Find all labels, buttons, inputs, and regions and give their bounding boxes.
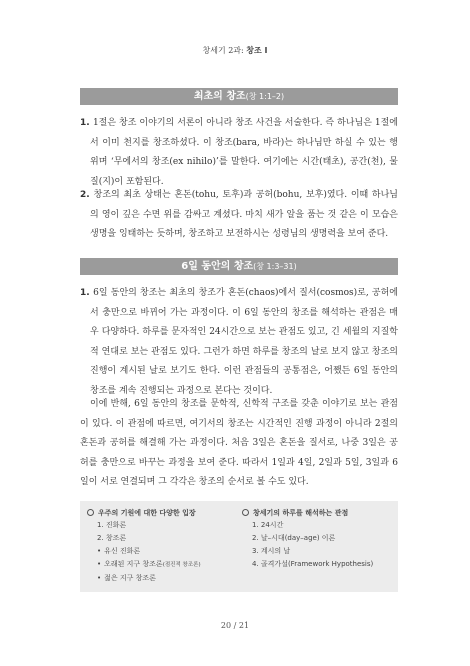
- list-item: 1. 진화론: [97, 521, 127, 529]
- scripture-reference: (창 1:3–31): [253, 262, 297, 271]
- section-title: 최초의 창조: [193, 91, 246, 102]
- paragraph-1-2: [80, 186, 398, 245]
- info-box-right-column: [242, 507, 392, 571]
- list-item: 4. 골격가설(Framework Hypothesis): [252, 560, 374, 568]
- info-box-left-title: 우주의 기원에 대한 다양한 입장: [87, 507, 237, 519]
- list-item: 2. 날–시대(day–age) 이론: [252, 534, 336, 542]
- paragraph-1-1: [80, 114, 398, 192]
- item-number: 2.: [80, 190, 94, 200]
- page-number: 20 / 21: [220, 621, 250, 630]
- list-item: 2. 창조론: [97, 534, 127, 542]
- lesson-label: 창세기 2과:: [202, 46, 247, 55]
- list-item-note: (점진적 창조론): [162, 562, 201, 568]
- dot-bullet-icon: •: [97, 574, 102, 582]
- scripture-reference: (창 1:1–2): [245, 92, 285, 101]
- list-item: • 오래된 지구 창조론(점진적 창조론): [97, 560, 201, 568]
- paragraph-text: 1절은 창조 이야기의 서론이 아니라 창조 사건을 서술한다. 즉 하나님은 1절에서 이미 천지를 창조하셨다. 이 창조(bara, 바라)는 하나님만 하실 수 있는 행위며 ‘무에서의 창조(ex nihilo)’를 말한다. 여기에는 시간(태초), 공간(천), 물질(지)이 포함된다.: [90, 118, 398, 187]
- section-heading-six-days: [80, 258, 398, 275]
- paragraph-text: 6일 동안의 창조는 최초의 창조가 혼돈(chaos)에서 질서(cosmos)로, 공허에서 충만으로 바뀌어 가는 과정이다. 이 6일 동안의 창조를 해석하는 관점은 매우 다양하다. 하루를 문자적인 24시간으로 보는 관점도 있고, 긴 세월의 지질학적 연대로 보는 관점도 있다. 그런가 하면 하루를 창조의 날로 보지 않고 창조의 진행이 계시된 날로 보기도 한다. 이런 관점들의 공통점은, 어쨌든 6일 동안의 창조를 계속 진행되는 과정으로 본다는 것이다.: [90, 288, 398, 396]
- running-header: [0, 45, 470, 56]
- item-number: 1.: [80, 118, 93, 128]
- circle-bullet-icon: [87, 509, 94, 516]
- lesson-title: 창조 I: [246, 46, 268, 55]
- dot-bullet-icon: •: [97, 560, 102, 568]
- dot-bullet-icon: •: [97, 547, 102, 555]
- paragraph-2-continuation: [80, 395, 398, 493]
- list-item: • 젊은 지구 창조론: [97, 574, 156, 582]
- circle-bullet-icon: [242, 509, 249, 516]
- list-item: 3. 계시의 날: [252, 547, 291, 555]
- info-box: [80, 501, 398, 592]
- info-box-right-title: 창세기의 하루를 해석하는 관점: [242, 507, 392, 519]
- list-item: • 유신 진화론: [97, 547, 141, 555]
- paragraph-2-1: [80, 284, 398, 401]
- info-box-left-column: [87, 507, 237, 585]
- paragraph-text: 이에 반해, 6일 동안의 창조를 문학적, 신학적 구조를 갖춘 이야기로 보는 관점이 있다. 이 관점에 따르면, 여기서의 창조는 시간적인 진행 과정이 아니라 2절의 혼돈과 공허를 해결해 가는 과정이다. 처음 3일은 혼돈을 질서로, 나중 3일은 공허를 충만으로 바꾸는 과정을 보여 준다. 따라서 1일과 4일, 2일과 5일, 3일과 6일이 서로 연결되며 그 각각은 창조의 순서로 볼 수도 있다.: [80, 399, 398, 487]
- section-title: 6일 동안의 창조: [181, 261, 254, 272]
- paragraph-text: 창조의 최초 상태는 혼돈(tohu, 토후)과 공허(bohu, 보후)였다. 이때 하나님의 영이 깊은 수면 위를 감싸고 계셨다. 마치 새가 알을 품는 것 같은 이 모습은 생명을 잉태하는 듯하며, 창조하고 보전하시는 성령님의 생명력을 보여 준다.: [90, 190, 398, 239]
- list-item: 1. 24시간: [252, 521, 284, 529]
- section-heading-first-creation: [80, 88, 398, 105]
- item-number: 1.: [80, 288, 94, 298]
